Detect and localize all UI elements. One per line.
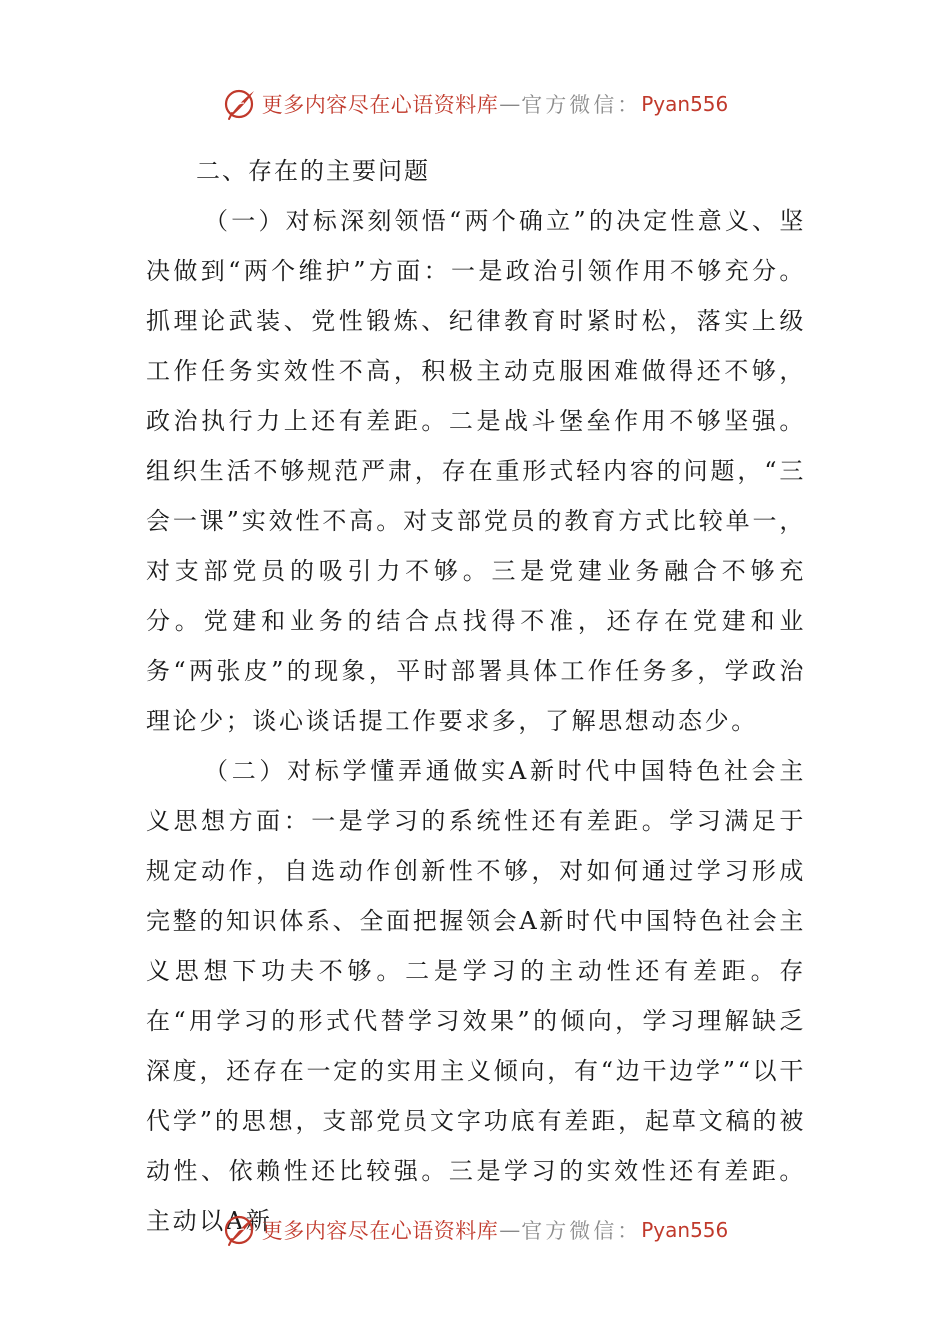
- header-banner: [0, 84, 950, 124]
- footer-site-name: 更多内容尽在心语资料库: [261, 1219, 499, 1243]
- quill-pen-logo-icon: [222, 86, 258, 122]
- header-dash: —: [499, 92, 521, 116]
- document-body: [146, 146, 806, 1246]
- header-wechat-id: Pyan556: [641, 92, 729, 116]
- paragraph-2: （二）对标学懂弄通做实A新时代中国特色社会主义思想方面：一是学习的系统性还有差距。学习满足于规定动作，自选动作创新性不够，对如何通过学习形成完整的知识体系、全面把握领会A新时代中国特色社会主义思想下功夫不够。二是学习的主动性还有差距。存在“用学习的形式代替学习效果”的倾向，学习理解缺乏深度，还存在一定的实用主义倾向，有“边干边学”“以干代学”的思想，支部党员文字功底有差距，起草文稿的被动性、依赖性还比较强。三是学习的实效性还有差距。主动以A新: [146, 757, 806, 1235]
- header-wechat-label: 官方微信：: [521, 93, 642, 117]
- footer-wechat-id: Pyan556: [641, 1218, 729, 1242]
- footer-wechat-label: 官方微信：: [521, 1219, 642, 1243]
- header-site-name: 更多内容尽在心语资料库: [261, 93, 499, 117]
- footer-banner: [0, 1210, 950, 1250]
- quill-pen-logo-icon: [222, 1212, 258, 1248]
- footer-dash: —: [499, 1218, 521, 1242]
- section-title: 二、存在的主要问题: [196, 157, 430, 185]
- paragraph-1: （一）对标深刻领悟“两个确立”的决定性意义、坚决做到“两个维护”方面：一是政治引领作用不够充分。抓理论武装、党性锻炼、纪律教育时紧时松，落实上级工作任务实效性不高，积极主动克服困难做得还不够，政治执行力上还有差距。二是战斗堡垒作用不够坚强。组织生活不够规范严肃，存在重形式轻内容的问题，“三会一课”实效性不高。对支部党员的教育方式比较单一，对支部党员的吸引力不够。三是党建业务融合不够充分。党建和业务的结合点找得不准，还存在党建和业务“两张皮”的现象，平时部署具体工作任务多，学政治理论少；谈心谈话提工作要求多，了解思想动态少。: [146, 207, 806, 735]
